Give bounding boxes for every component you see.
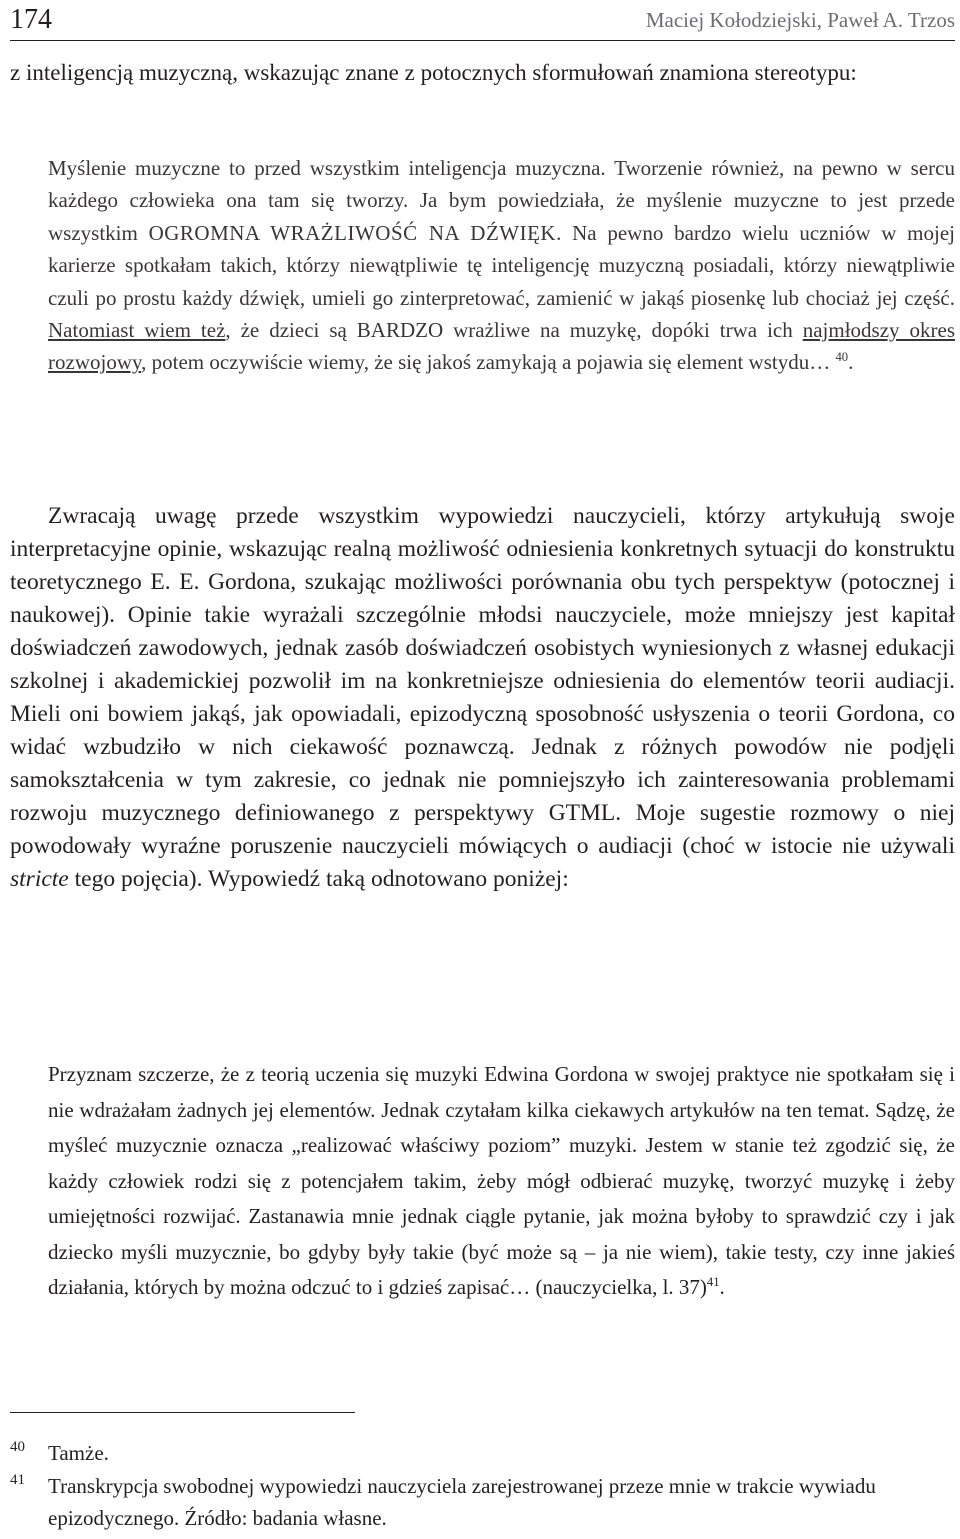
- quote1-text-d: , potem oczywiście wiemy, że się jakoś zamykają a pojawia się element wstydu…: [141, 350, 836, 375]
- para2-text-a: Zwracają uwagę przede wszystkim wypowiedzi nauczycieli, którzy artykułują swoje interpretacyjne opinie, wskazując realną możliwość odniesienia konkretnych sytuacji do konstruktu teoretycznego E. E. Gordona, szukając możliwości porównania obu tych perspektyw (potocznej i naukowej). Opinie takie wyrażali szczególnie młodsi nauczyciele, może mniejszy jest kapitał doświadczeń zawodowych, jednak zasób doświadczeń osobistych wyniesionych z własnej edukacji szkolnej i akademickiej pozwolił im na konkretniejsze odniesienia do elementów teorii audiacji. Mieli oni bowiem jakąś, jak opowiadali, epizodyczną sposobność usłyszenia o teorii Gordona, co widać wzbudziło w nich ciekawość poznawczą. Jednak z różnych powodów nie podjęli samokształcenia w tym zakresie, co jednak nie pomniejszyło ich zainteresowania problemami rozwoju muzycznego definiowanego z perspektywy GTML. Moje sugestie rozmowy o niej powodowały wyraźne poruszenie nauczycieli mówiących o audiacji (choć w istocie nie używali: [10, 503, 955, 859]
- body-paragraph-2: [10, 500, 955, 896]
- para2-italic: stricte: [10, 866, 69, 892]
- footnote-text: Tamże.: [48, 1441, 109, 1465]
- block-quote-1: [48, 152, 955, 379]
- quote2-text: Przyznam szczerze, że z teorią uczenia się muzyki Edwina Gordona w swojej praktyce nie spotkałam się i nie wdrażałam żadnych jej elementów. Jednak czytałam kilka ciekawych artykułów na ten temat. Sądzę, że myśleć muzycznie oznacza „realizować właściwy poziom” muzyki. Jestem w stanie też zgodzić się, że każdy człowiek rodzi się z potencjałem takim, żeby mógł odbierać muzykę, tworzyć muzykę i żeby umiejętności rozwijać. Zastanawia mnie jednak ciągle pytanie, jak można byłoby to sprawdzić czy i jak dziecko myśli muzycznie, bo gdyby były takie (być może są – ja nie wiem), takie testy, czy inne jakieś działania, których by można odczuć to i gdzieś zapisać… (nauczycielka, l. 37): [48, 1062, 955, 1299]
- quote1-caps: OGROMNA WRAŻLIWOŚĆ NA DŹWIĘK: [148, 220, 557, 245]
- footnote-number: 41: [10, 1472, 25, 1488]
- quote1-text-c: , że dzieci są BARDZO wrażliwe na muzykę, dopóki trwa ich: [225, 318, 803, 343]
- footnote-40: [10, 1437, 955, 1469]
- footnote-41: [10, 1470, 955, 1534]
- quote1-text-b: . Na pewno bardzo wielu uczniów w mojej karierze spotkałam takich, którzy niewątpliwie tę inteligencję muzyczną posiadali, którzy niewątpliwie czuli po prostu każdy dźwięk, umieli go zinterpretować, zamienić w jakąś piosenkę lub chociaż jej część.: [48, 220, 955, 310]
- block-quote-2: [48, 1057, 955, 1306]
- quote1-underline-2: najmłodszy okres rozwojowy: [48, 318, 955, 375]
- page-header: [10, 2, 955, 41]
- para2-text-b: tego pojęcia). Wypowiedź taką odnotowano poniżej:: [68, 866, 569, 892]
- quote1-end: .: [848, 350, 854, 375]
- footnote-number: 40: [10, 1439, 25, 1455]
- quote2-end: .: [719, 1275, 725, 1299]
- quote1-text-a: Myślenie muzyczne to przed wszystkim inteligencja muzyczna. Tworzenie również, na pewno w sercu każdego człowieka ona tam się tworzy. Ja bym powiedziała, że myślenie muzyczne to jest przede wszystkim: [48, 156, 955, 245]
- body-paragraph-1: z inteligencją muzyczną, wskazując znane z potocznych sformułowań znamiona stereotypu:: [10, 60, 857, 85]
- footnote-ref-41[interactable]: 41: [706, 1275, 720, 1289]
- footnote-text: Transkrypcja swobodnej wypowiedzi nauczyciela zarejestrowanej przeze mnie w trakcie wywiadu epizodycznego. Źródło: badania własne.: [48, 1474, 876, 1530]
- running-head: Maciej Kołodziejski, Paweł A. Trzos: [645, 8, 955, 32]
- footnote-ref-40[interactable]: 40: [835, 350, 849, 365]
- page-number: 174: [10, 4, 52, 35]
- quote1-underline-1: Natomiast wiem też: [48, 318, 226, 343]
- footnote-separator: [10, 1412, 355, 1413]
